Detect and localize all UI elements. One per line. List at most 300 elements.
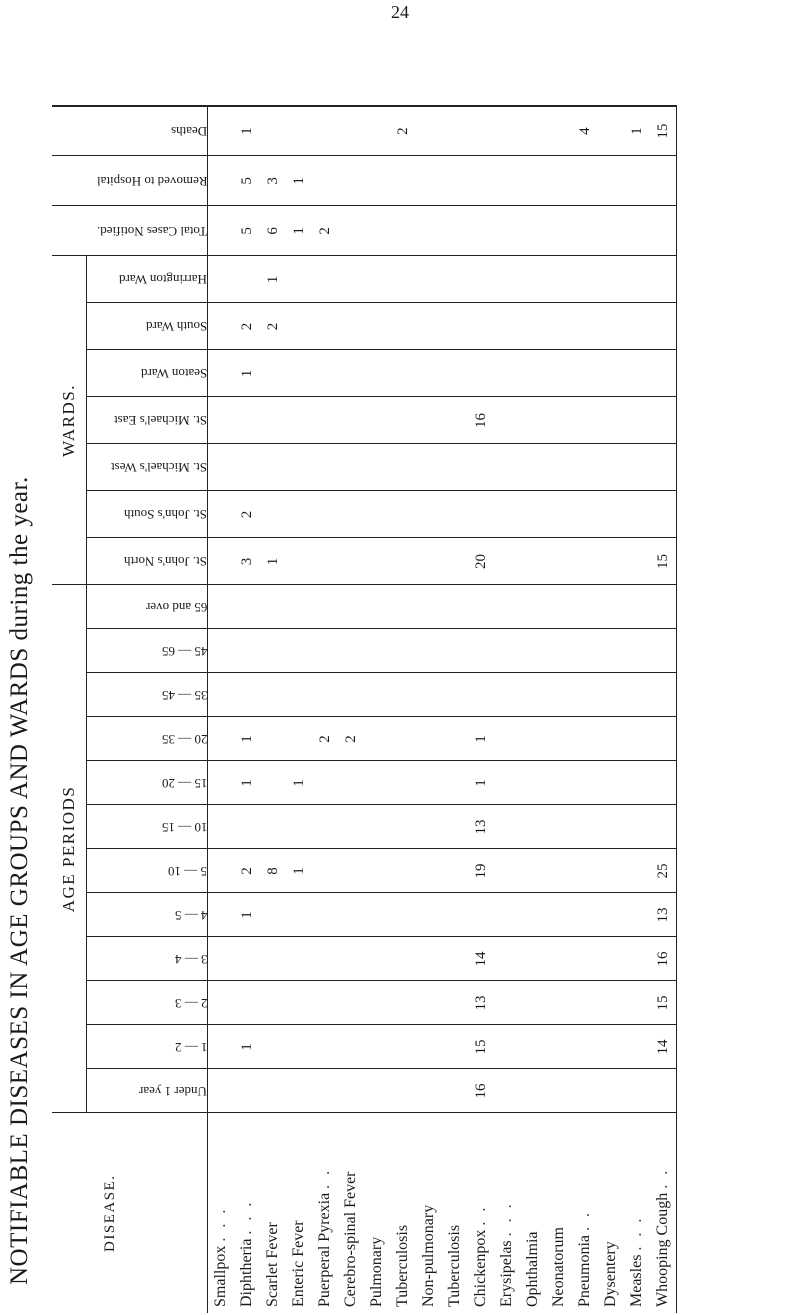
- value-cell: [546, 444, 572, 491]
- value-cell: [234, 937, 260, 981]
- value-cell: 2: [234, 491, 260, 538]
- leader-dots: . .: [576, 1210, 593, 1231]
- value-cell: [546, 585, 572, 629]
- value-cell: [546, 106, 572, 156]
- value-cell: [208, 1025, 235, 1069]
- value-cell: [416, 805, 442, 849]
- value-cell: [468, 106, 494, 156]
- disease-name-cell: [650, 1113, 677, 1313]
- value-cell: [546, 397, 572, 444]
- value-cell: [416, 1069, 442, 1113]
- age-column-header: [87, 585, 208, 629]
- value-cell: [312, 397, 338, 444]
- leader-dots: . . .: [498, 1201, 515, 1237]
- ward-column-label: South Ward: [145, 319, 207, 335]
- value-cell: 13: [468, 981, 494, 1025]
- value-cell: [364, 350, 390, 397]
- value-cell: [572, 805, 598, 849]
- value-cell: [416, 761, 442, 805]
- value-cell: [338, 1069, 364, 1113]
- table-row: [624, 106, 650, 1313]
- value-cell: [520, 106, 546, 156]
- value-cell: [208, 673, 235, 717]
- value-cell: [572, 303, 598, 350]
- value-cell: [598, 206, 624, 256]
- value-cell: [208, 106, 235, 156]
- ward-column-header: [87, 350, 208, 397]
- value-cell: [338, 538, 364, 585]
- disease-name-cell: [364, 1113, 390, 1313]
- value-cell: 1: [260, 538, 286, 585]
- leader-dots: . . .: [628, 1215, 645, 1251]
- value-cell: [494, 303, 520, 350]
- value-cell: [598, 937, 624, 981]
- value-cell: [312, 629, 338, 673]
- value-cell: [338, 397, 364, 444]
- value-cell: [572, 761, 598, 805]
- value-cell: [442, 849, 468, 893]
- value-cell: [572, 538, 598, 585]
- leader-dots: . . .: [212, 1206, 229, 1242]
- value-cell: [338, 629, 364, 673]
- value-cell: [598, 444, 624, 491]
- value-cell: [494, 893, 520, 937]
- age-column-label: 15 — 20: [161, 776, 207, 791]
- value-cell: [338, 981, 364, 1025]
- value-cell: [520, 761, 546, 805]
- table-row: [416, 106, 442, 1313]
- ward-column-label: St. John's South: [124, 507, 207, 523]
- age-column-label: 2 — 3: [174, 996, 207, 1011]
- value-cell: [624, 805, 650, 849]
- value-cell: [312, 538, 338, 585]
- value-cell: [442, 156, 468, 206]
- value-cell: 13: [650, 893, 677, 937]
- value-cell: [442, 981, 468, 1025]
- value-cell: [442, 673, 468, 717]
- value-cell: [520, 491, 546, 538]
- disease-name: Puerperal Pyrexia: [316, 1192, 333, 1307]
- disease-name-cell: [260, 1113, 286, 1313]
- value-cell: [468, 444, 494, 491]
- value-cell: [208, 491, 235, 538]
- age-column-header: [87, 937, 208, 981]
- value-cell: [598, 585, 624, 629]
- disease-name-cell: [338, 1113, 364, 1313]
- value-cell: [234, 585, 260, 629]
- value-cell: [494, 761, 520, 805]
- disease-name: Tuberculosis: [446, 1224, 463, 1307]
- value-cell: [208, 538, 235, 585]
- value-cell: [416, 629, 442, 673]
- disease-name: Pneumonia: [576, 1235, 593, 1307]
- value-cell: [546, 981, 572, 1025]
- value-cell: [390, 206, 416, 256]
- value-cell: [442, 350, 468, 397]
- value-cell: 8: [260, 849, 286, 893]
- disease-name: Non-pulmonary: [420, 1204, 437, 1307]
- deaths-header: [52, 106, 208, 156]
- value-cell: [286, 350, 312, 397]
- value-cell: [546, 893, 572, 937]
- value-cell: [520, 893, 546, 937]
- value-cell: [364, 629, 390, 673]
- disease-name: Erysipelas: [498, 1240, 515, 1307]
- value-cell: [572, 585, 598, 629]
- value-cell: 14: [650, 1025, 677, 1069]
- disease-name: Dysentery: [602, 1241, 619, 1307]
- value-cell: [520, 981, 546, 1025]
- value-cell: 1: [286, 156, 312, 206]
- table-body: [208, 106, 677, 1313]
- value-cell: [208, 937, 235, 981]
- value-cell: [338, 350, 364, 397]
- leader-dots: . .: [316, 1167, 333, 1189]
- age-column-header: [87, 629, 208, 673]
- ward-column-header: [87, 397, 208, 444]
- value-cell: [286, 1069, 312, 1113]
- value-cell: [338, 1025, 364, 1069]
- value-cell: [390, 491, 416, 538]
- value-cell: [624, 303, 650, 350]
- disease-name-cell: [624, 1113, 650, 1313]
- disease-name: Chickenpox: [472, 1229, 489, 1307]
- table-title: NOTIFIABLE DISEASES IN AGE GROUPS AND WARDS during the year.: [6, 476, 33, 1285]
- value-cell: [468, 206, 494, 256]
- value-cell: 6: [260, 206, 286, 256]
- value-cell: 3: [234, 538, 260, 585]
- value-cell: [364, 893, 390, 937]
- value-cell: [624, 585, 650, 629]
- value-cell: [364, 303, 390, 350]
- value-cell: [416, 350, 442, 397]
- value-cell: [624, 629, 650, 673]
- ward-column-label: Harrington Ward: [119, 272, 207, 288]
- value-cell: [598, 106, 624, 156]
- value-cell: [208, 1069, 235, 1113]
- value-cell: [286, 805, 312, 849]
- value-cell: [390, 256, 416, 303]
- value-cell: [312, 106, 338, 156]
- value-cell: [416, 585, 442, 629]
- value-cell: [650, 156, 677, 206]
- value-cell: [338, 206, 364, 256]
- age-column-header: [87, 849, 208, 893]
- table-row: [572, 106, 598, 1313]
- value-cell: [312, 761, 338, 805]
- value-cell: [364, 717, 390, 761]
- age-column-label: 35 — 45: [161, 688, 207, 703]
- value-cell: [572, 206, 598, 256]
- value-cell: [442, 444, 468, 491]
- value-cell: [572, 849, 598, 893]
- value-cell: [468, 156, 494, 206]
- value-cell: 2: [234, 849, 260, 893]
- value-cell: [494, 1025, 520, 1069]
- age-column-header: [87, 1069, 208, 1113]
- value-cell: [286, 397, 312, 444]
- value-cell: [468, 629, 494, 673]
- value-cell: 1: [286, 761, 312, 805]
- value-cell: [390, 673, 416, 717]
- value-cell: [286, 585, 312, 629]
- value-cell: [208, 156, 235, 206]
- value-cell: [442, 206, 468, 256]
- value-cell: [494, 673, 520, 717]
- age-column-label: 45 — 65: [161, 644, 207, 659]
- ward-column-header: [87, 444, 208, 491]
- value-cell: [338, 585, 364, 629]
- value-cell: [494, 1069, 520, 1113]
- disease-name-cell: [234, 1113, 260, 1313]
- value-cell: [312, 1025, 338, 1069]
- value-cell: [364, 491, 390, 538]
- disease-name-cell: [416, 1113, 442, 1313]
- age-column-header: [87, 1025, 208, 1069]
- value-cell: 2: [234, 303, 260, 350]
- value-cell: [208, 981, 235, 1025]
- value-cell: 1: [234, 1025, 260, 1069]
- value-cell: [364, 585, 390, 629]
- value-cell: [598, 805, 624, 849]
- value-cell: 1: [468, 761, 494, 805]
- value-cell: 16: [468, 397, 494, 444]
- value-cell: [416, 981, 442, 1025]
- value-cell: [364, 538, 390, 585]
- value-cell: [390, 761, 416, 805]
- value-cell: 13: [468, 805, 494, 849]
- value-cell: [468, 350, 494, 397]
- value-cell: 1: [260, 256, 286, 303]
- value-cell: [494, 206, 520, 256]
- value-cell: [520, 937, 546, 981]
- table-row: [234, 106, 260, 1313]
- value-cell: [494, 937, 520, 981]
- disease-name-cell: [468, 1113, 494, 1313]
- value-cell: [364, 397, 390, 444]
- disease-name-cell: [598, 1113, 624, 1313]
- value-cell: [364, 805, 390, 849]
- value-cell: [312, 805, 338, 849]
- disease-name: Ophthalmia: [524, 1231, 541, 1307]
- value-cell: [260, 491, 286, 538]
- value-cell: [338, 106, 364, 156]
- value-cell: [494, 350, 520, 397]
- value-cell: 1: [234, 893, 260, 937]
- value-cell: [260, 106, 286, 156]
- value-cell: [390, 585, 416, 629]
- value-cell: [520, 444, 546, 491]
- value-cell: [416, 1025, 442, 1069]
- table-row: [364, 106, 390, 1313]
- value-cell: [286, 937, 312, 981]
- value-cell: [208, 444, 235, 491]
- value-cell: [442, 937, 468, 981]
- value-cell: [208, 805, 235, 849]
- value-cell: [234, 444, 260, 491]
- value-cell: [624, 981, 650, 1025]
- value-cell: [520, 585, 546, 629]
- value-cell: [338, 491, 364, 538]
- value-cell: [390, 981, 416, 1025]
- value-cell: [598, 849, 624, 893]
- value-cell: 1: [234, 350, 260, 397]
- value-cell: [390, 717, 416, 761]
- value-cell: 4: [572, 106, 598, 156]
- value-cell: [312, 256, 338, 303]
- value-cell: [494, 397, 520, 444]
- ward-column-label: St. Michael's East: [114, 413, 207, 429]
- value-cell: [624, 397, 650, 444]
- value-cell: [208, 893, 235, 937]
- value-cell: [312, 673, 338, 717]
- value-cell: [390, 893, 416, 937]
- value-cell: [416, 849, 442, 893]
- value-cell: [416, 444, 442, 491]
- value-cell: [390, 805, 416, 849]
- value-cell: [338, 849, 364, 893]
- value-cell: [598, 1069, 624, 1113]
- value-cell: [624, 350, 650, 397]
- value-cell: 15: [650, 981, 677, 1025]
- table-row: [338, 106, 364, 1313]
- value-cell: [624, 538, 650, 585]
- value-cell: 1: [286, 206, 312, 256]
- value-cell: [572, 937, 598, 981]
- value-cell: [312, 156, 338, 206]
- disease-name-cell: [572, 1113, 598, 1313]
- value-cell: [572, 893, 598, 937]
- value-cell: [494, 981, 520, 1025]
- value-cell: 15: [650, 538, 677, 585]
- value-cell: [468, 256, 494, 303]
- age-column-label: 1 — 2: [174, 1040, 207, 1055]
- value-cell: [546, 206, 572, 256]
- value-cell: [338, 937, 364, 981]
- value-cell: [364, 937, 390, 981]
- value-cell: [364, 1025, 390, 1069]
- disease-name: Smallpox: [212, 1245, 229, 1307]
- value-cell: 2: [312, 206, 338, 256]
- value-cell: 2: [312, 717, 338, 761]
- value-cell: [390, 350, 416, 397]
- value-cell: [286, 538, 312, 585]
- value-cell: [260, 585, 286, 629]
- value-cell: [416, 256, 442, 303]
- value-cell: [416, 937, 442, 981]
- value-cell: [416, 893, 442, 937]
- value-cell: [286, 717, 312, 761]
- leader-dots: . .: [472, 1204, 489, 1226]
- value-cell: 25: [650, 849, 677, 893]
- value-cell: [312, 350, 338, 397]
- table-row: [598, 106, 624, 1313]
- value-cell: [624, 156, 650, 206]
- value-cell: [208, 397, 235, 444]
- value-cell: [624, 937, 650, 981]
- wards-header: WARDS.: [52, 256, 87, 585]
- disease-name-cell: [546, 1113, 572, 1313]
- value-cell: [650, 805, 677, 849]
- value-cell: [416, 673, 442, 717]
- value-cell: [260, 1069, 286, 1113]
- value-cell: [650, 761, 677, 805]
- value-cell: [286, 106, 312, 156]
- value-cell: [442, 256, 468, 303]
- value-cell: [572, 673, 598, 717]
- value-cell: [312, 981, 338, 1025]
- value-cell: [234, 629, 260, 673]
- value-cell: [598, 156, 624, 206]
- value-cell: 1: [286, 849, 312, 893]
- value-cell: [260, 761, 286, 805]
- value-cell: [234, 805, 260, 849]
- value-cell: [442, 538, 468, 585]
- value-cell: [598, 303, 624, 350]
- value-cell: [442, 1025, 468, 1069]
- value-cell: [546, 350, 572, 397]
- value-cell: [494, 805, 520, 849]
- value-cell: [260, 937, 286, 981]
- value-cell: [234, 256, 260, 303]
- value-cell: [494, 849, 520, 893]
- value-cell: [338, 805, 364, 849]
- value-cell: [546, 805, 572, 849]
- value-cell: [234, 1069, 260, 1113]
- value-cell: [364, 106, 390, 156]
- value-cell: [546, 717, 572, 761]
- value-cell: [338, 761, 364, 805]
- value-cell: [624, 673, 650, 717]
- disease-name: Cerebro-spinal Fever: [342, 1171, 359, 1307]
- value-cell: [624, 849, 650, 893]
- value-cell: [208, 256, 235, 303]
- value-cell: [234, 981, 260, 1025]
- value-cell: [260, 444, 286, 491]
- value-cell: [260, 1025, 286, 1069]
- table-row: [468, 106, 494, 1313]
- ward-column-header: [87, 538, 208, 585]
- value-cell: [390, 538, 416, 585]
- value-cell: [208, 206, 235, 256]
- total-cases-label: Total Cases Notified.: [97, 223, 207, 239]
- value-cell: [572, 491, 598, 538]
- value-cell: [286, 491, 312, 538]
- value-cell: [390, 397, 416, 444]
- disease-name: Whooping Cough: [654, 1192, 671, 1307]
- value-cell: [598, 629, 624, 673]
- value-cell: [338, 444, 364, 491]
- age-column-label: 5 — 10: [168, 864, 207, 879]
- age-column-label: 20 — 35: [161, 732, 207, 747]
- value-cell: [572, 156, 598, 206]
- value-cell: [312, 585, 338, 629]
- disease-name-cell: [390, 1113, 416, 1313]
- value-cell: [494, 629, 520, 673]
- value-cell: [234, 397, 260, 444]
- ward-column-label: Seaton Ward: [140, 366, 207, 382]
- value-cell: [416, 156, 442, 206]
- value-cell: [494, 256, 520, 303]
- value-cell: [650, 1069, 677, 1113]
- age-column-header: [87, 673, 208, 717]
- value-cell: [312, 849, 338, 893]
- value-cell: [442, 761, 468, 805]
- value-cell: [286, 444, 312, 491]
- value-cell: [208, 849, 235, 893]
- ward-column-header: [87, 256, 208, 303]
- value-cell: [546, 849, 572, 893]
